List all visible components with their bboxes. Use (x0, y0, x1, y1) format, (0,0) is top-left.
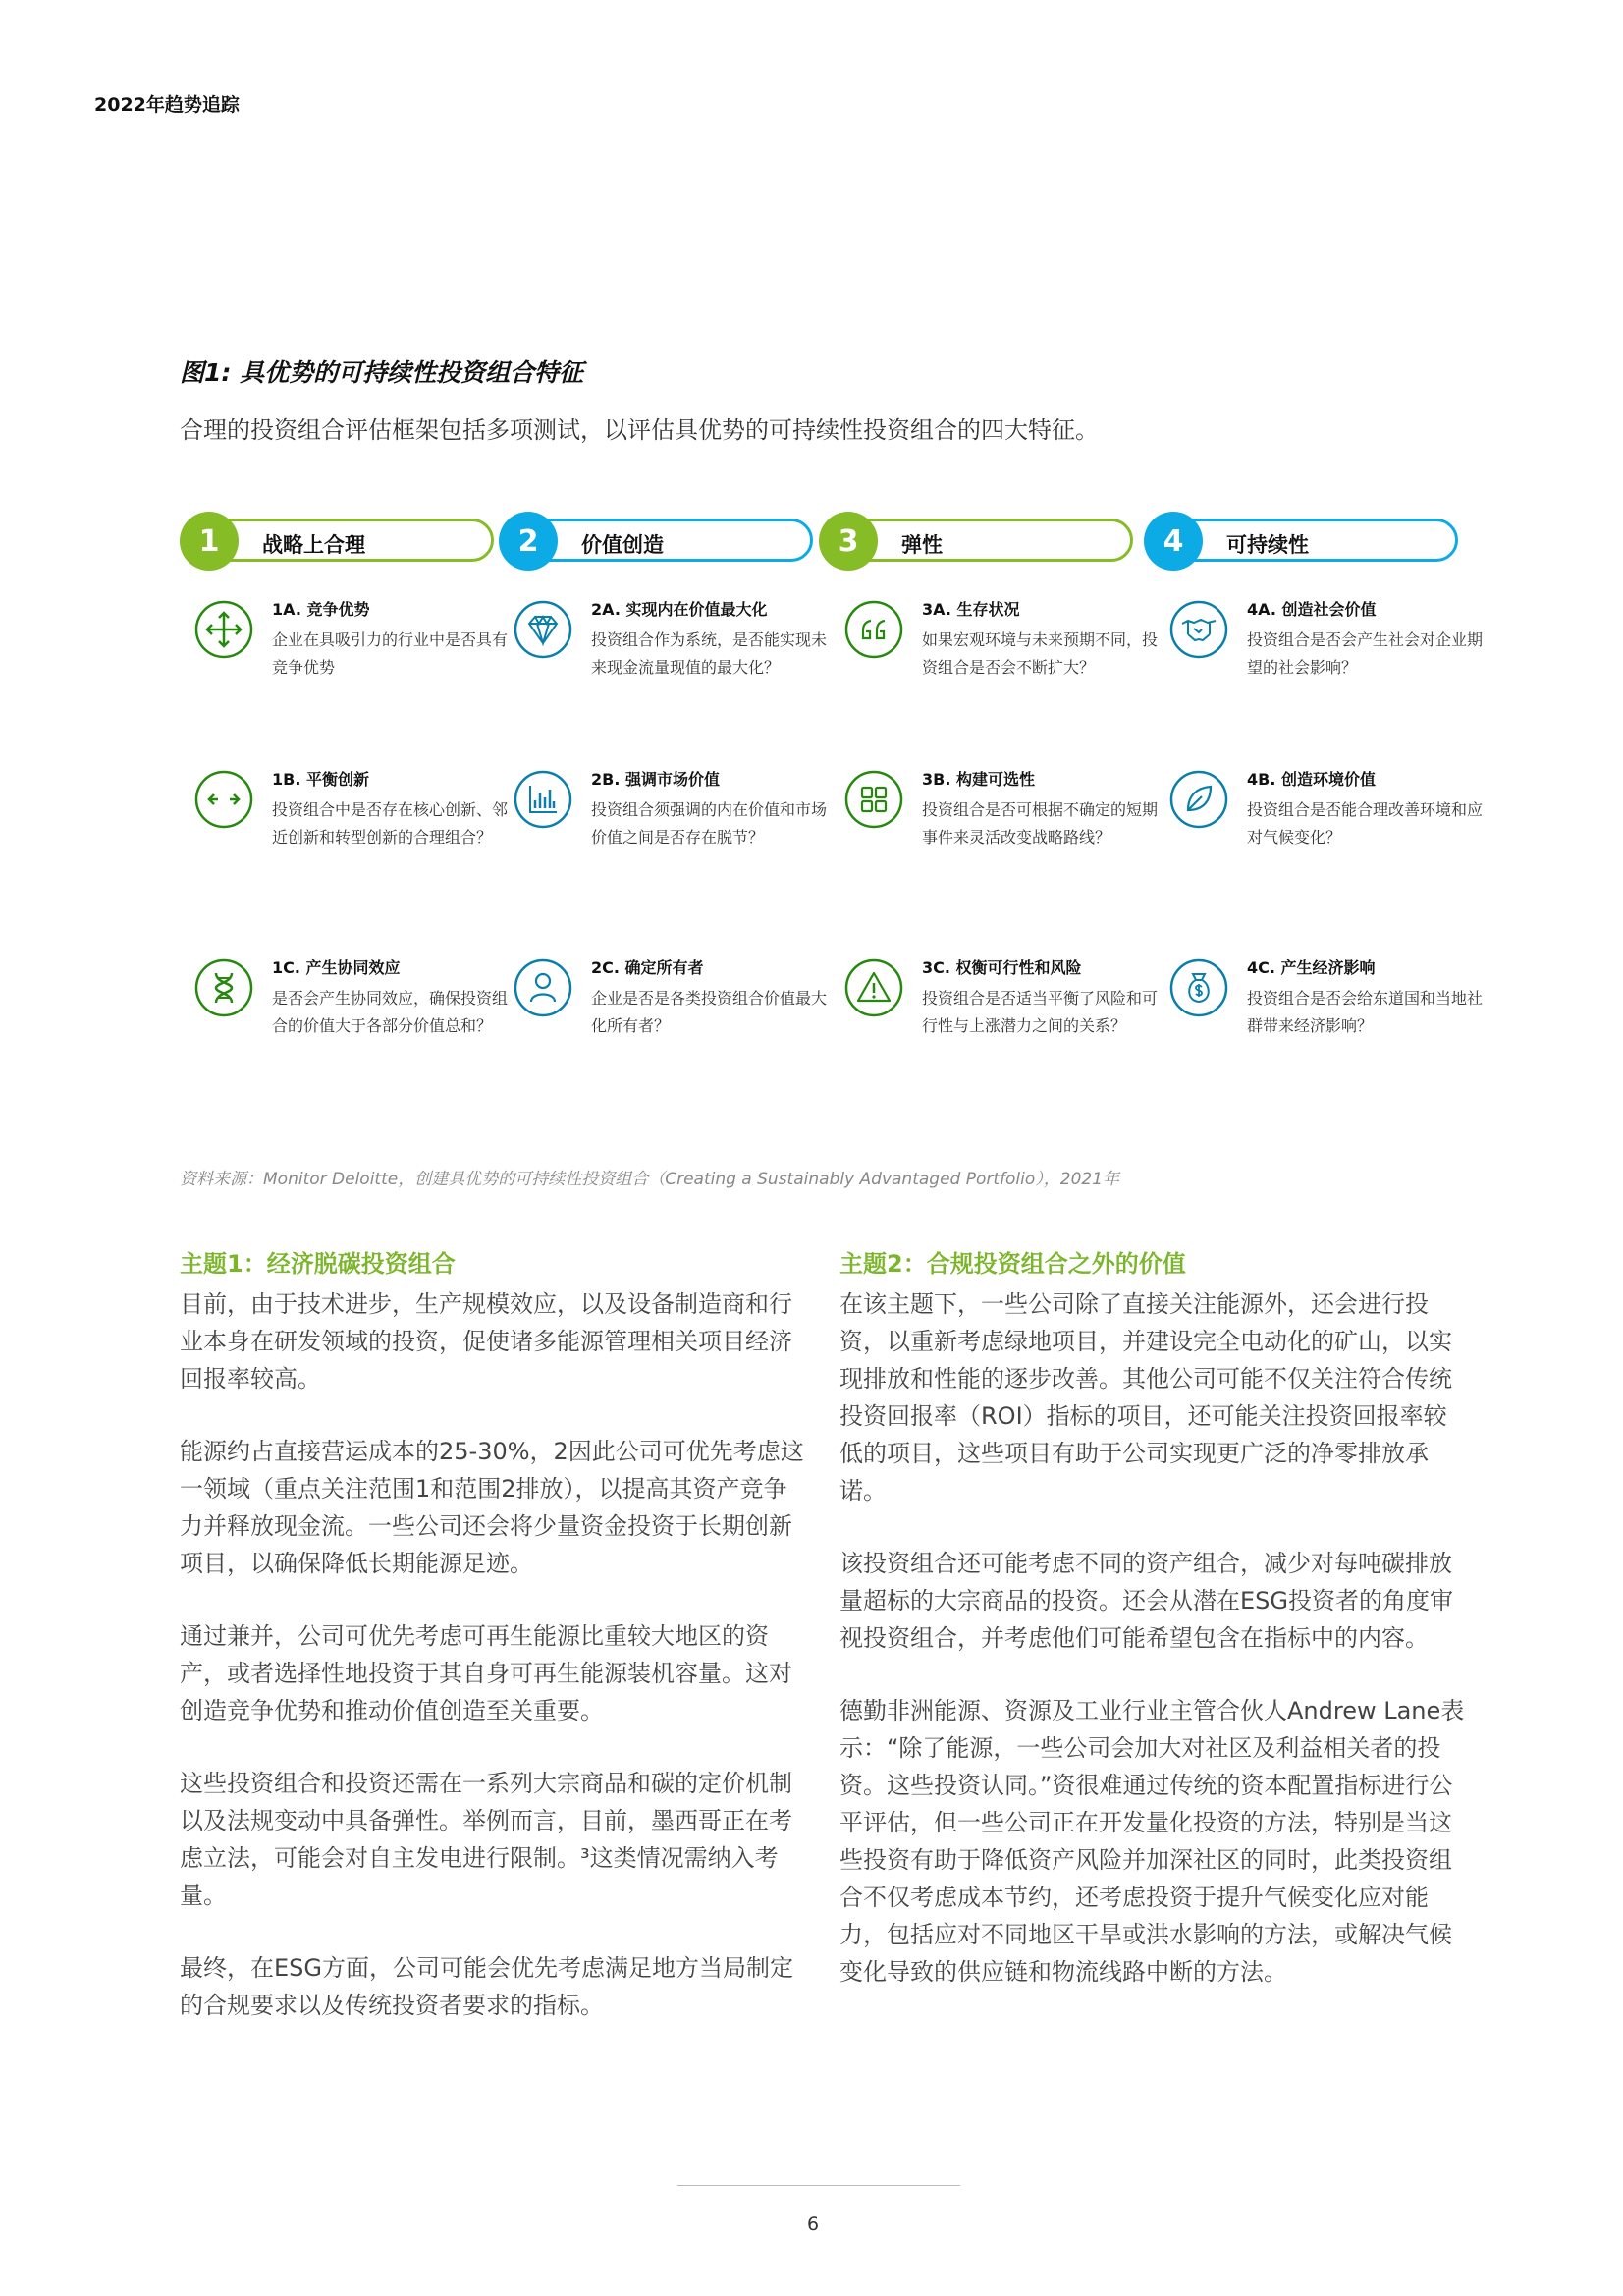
item-title: 2A. 实现内在价值最大化 (591, 600, 768, 619)
item-description: 投资组合是否适当平衡了风险和可行性与上涨潜力之间的关系？ (922, 989, 1159, 1035)
bar-chart-icon (513, 769, 573, 830)
paragraph: 该投资组合还可能考虑不同的资产组合，减少对每吨碳排放量超标的大宗商品的投资。还会从潜在ESG投资者的角度审视投资组合，并考虑他们可能希望包含在指标中的内容。 (839, 1550, 1453, 1652)
item-title: 1C. 产生协同效应 (272, 958, 401, 977)
pillar-number: 1 (180, 512, 239, 571)
item-title: 4A. 创造社会价值 (1247, 600, 1377, 619)
paragraph: 能源约占直接营运成本的25-30%，2因此公司可优先考虑这一领域（重点关注范围1和范围2排放），以提高其资产竞争力并释放现金流。一些公司还会将少量资金投资于长期创新项目，以确保降低长期能源足迹。 (180, 1438, 804, 1577)
footer-divider (677, 2185, 960, 2186)
section-heading: 主题2：合规投资组合之外的价值 (839, 1250, 1186, 1278)
pillar-number: 2 (499, 512, 558, 571)
item-title: 3B. 构建可选性 (922, 770, 1035, 789)
person-icon (513, 957, 573, 1018)
item-description: 投资组合是否能合理改善环境和应对气候变化？ (1247, 800, 1484, 847)
dna-icon (193, 957, 254, 1018)
handshake-icon (1168, 599, 1229, 660)
pillar-header-4 (1144, 516, 1458, 567)
paragraph: 德勤非洲能源、资源及工业行业主管合伙人Andrew Lane表示：“除了能源，一些公司会加大对社区及利益相关者的投资。这些投资认同。”资很难通过传统的资本配置指标进行公平评估，但一些公司正在开发量化投资的方法，特别是当这些投资有助于降低资产风险并加深社区的同时，此类投资组合不仅考虑成本节约，还考虑投资于提升气候变化应对能力，包括应对不同地区干旱或洪水影响的方法，或解决气候变化导致的供应链和物流线路中断的方法。 (839, 1697, 1465, 1986)
leaf-icon (1168, 769, 1229, 830)
item-description: 投资组合作为系统，是否能实现未来现金流量现值的最大化？ (591, 630, 828, 677)
four-arrows-icon (193, 599, 254, 660)
item-title: 3A. 生存状况 (922, 600, 1020, 619)
item-description: 投资组合是否会给东道国和当地社群带来经济影响？ (1247, 989, 1484, 1035)
item-description: 投资组合是否可根据不确定的短期事件来灵活改变战略路线？ (922, 800, 1159, 847)
item-title: 3C. 权衡可行性和风险 (922, 958, 1082, 977)
pillar-label: 可持续性 (1226, 533, 1309, 557)
pillar-number: 3 (819, 512, 878, 571)
warning-icon (843, 957, 904, 1018)
money-bag-icon (1168, 957, 1229, 1018)
figure-source: 资料来源：Monitor Deloitte，创建具优势的可持续性投资组合（Creating a Sustainably Advantaged Portfolio），2021年 (180, 1170, 1120, 1189)
grid-icon (843, 769, 904, 830)
paragraph: 通过兼并，公司可优先考虑可再生能源比重较大地区的资产，或者选择性地投资于其自身可再生能源装机容量。这对创造竞争优势和推动价值创造至关重要。 (180, 1622, 792, 1724)
quote-icon (843, 599, 904, 660)
item-description: 如果宏观环境与未来预期不同，投资组合是否会不断扩大？ (922, 630, 1159, 677)
pillar-label: 价值创造 (581, 533, 664, 557)
item-description: 是否会产生协同效应，确保投资组合的价值大于各部分价值总和？ (272, 989, 509, 1035)
pillar-header-3 (819, 516, 1133, 567)
item-description: 投资组合须强调的内在价值和市场价值之间是否存在脱节？ (591, 800, 828, 847)
figure-title: 图1: 具优势的可持续性投资组合特征 (180, 358, 584, 387)
item-description: 企业在具吸引力的行业中是否具有竞争优势 (272, 630, 509, 677)
item-description: 投资组合是否会产生社会对企业期望的社会影响？ (1247, 630, 1484, 677)
pillar-header-1 (180, 516, 494, 567)
pillar-header-2 (499, 516, 813, 567)
figure-subtitle: 合理的投资组合评估框架包括多项测试，以评估具优势的可持续性投资组合的四大特征。 (180, 416, 1099, 444)
paragraph: 这些投资组合和投资还需在一系列大宗商品和碳的定价机制以及法规变动中具备弹性。举例而言，目前，墨西哥正在考虑立法，可能会对自主发电进行限制。³这类情况需纳入考量。 (180, 1770, 792, 1909)
running-header: 2022年趋势追踪 (94, 94, 240, 116)
diamond-icon (513, 599, 573, 660)
page-number: 6 (807, 2214, 820, 2235)
paragraph: 最终，在ESG方面，公司可能会优先考虑满足地方当局制定的合规要求以及传统投资者要求的指标。 (180, 1954, 793, 2019)
item-title: 2C. 确定所有者 (591, 958, 704, 977)
paragraph: 目前，由于技术进步，生产规模效应，以及设备制造商和行业本身在研发领域的投资，促使诸多能源管理相关项目经济回报率较高。 (180, 1290, 792, 1393)
left-right-arrows-icon (193, 769, 254, 830)
left-column (180, 1247, 808, 2059)
item-title: 2B. 强调市场价值 (591, 770, 720, 789)
pillar-label: 弹性 (901, 533, 943, 557)
paragraph: 在该主题下，一些公司除了直接关注能源外，还会进行投资，以重新考虑绿地项目，并建设完全电动化的矿山，以实现排放和性能的逐步改善。其他公司可能不仅关注符合传统投资回报率（ROI）指标的项目，还可能关注投资回报率较低的项目，这些项目有助于公司实现更广泛的净零排放承诺。 (839, 1290, 1452, 1504)
section-heading: 主题1：经济脱碳投资组合 (180, 1250, 456, 1278)
item-title: 1A. 竞争优势 (272, 600, 370, 619)
item-description: 企业是否是各类投资组合价值最大化所有者？ (591, 989, 828, 1035)
pillar-number: 4 (1144, 512, 1203, 571)
item-description: 投资组合中是否存在核心创新、邻近创新和转型创新的合理组合？ (272, 800, 509, 847)
item-title: 4B. 创造环境价值 (1247, 770, 1376, 789)
item-title: 4C. 产生经济影响 (1247, 958, 1376, 977)
pillar-label: 战略上合理 (262, 533, 365, 557)
item-title: 1B. 平衡创新 (272, 770, 369, 789)
right-column (839, 1247, 1468, 2026)
